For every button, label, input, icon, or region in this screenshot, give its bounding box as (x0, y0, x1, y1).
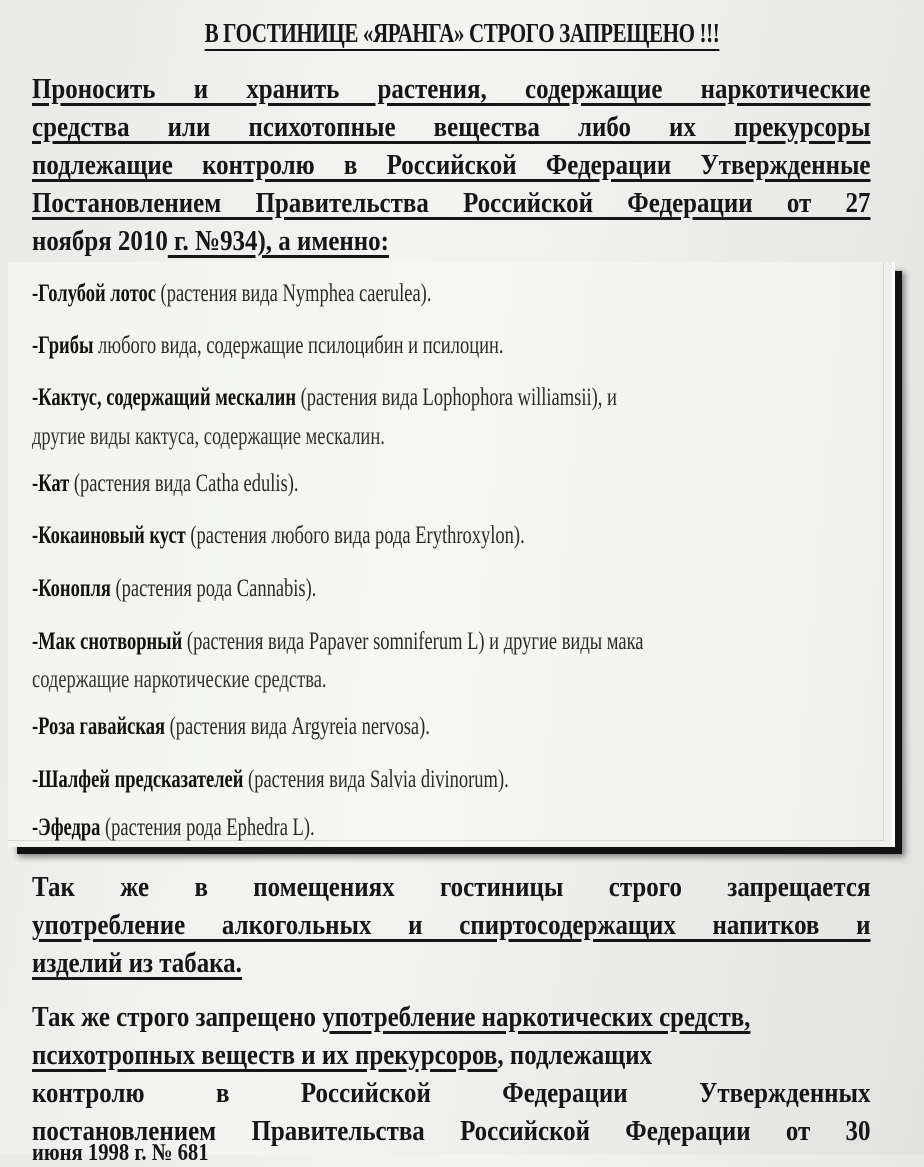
intro-last-underlined: г. №934), а именно: (167, 225, 389, 257)
item-detail: (растения вида Papaver somniferum L) и другие виды мака (182, 628, 644, 655)
list-item (32, 522, 698, 550)
list-item-continuation: другие виды кактуса, содержащие мескалин. (32, 423, 385, 450)
narcotics-paragraph (32, 998, 870, 1150)
list-item-continuation: содержащие наркотические средства. (32, 666, 327, 693)
item-name: -Конопля (32, 575, 111, 602)
item-detail: (растения любого вида рода Erythroxylon). (185, 522, 525, 549)
list-item (32, 814, 698, 842)
item-name: -Роза гавайская (32, 713, 165, 740)
narcotics-line: постановлением Правительства Российской Федерации от 30 (32, 1115, 871, 1147)
alcohol-line-last (32, 944, 871, 982)
item-wide-line (32, 384, 883, 412)
item-detail: (растения вида Lophophora williamsii), и (295, 384, 617, 411)
narcotics-line-cut: июня 1998 г. № 681 (32, 1140, 209, 1166)
intro-paragraph (32, 70, 870, 260)
item-name: -Кокаиновый куст (32, 522, 186, 549)
narcotics-line2-underlined: психотропных веществ и их прекурсоров (32, 1039, 498, 1071)
intro-line: подлежащие контролю в Российской Федерации Утвержденные (32, 149, 871, 181)
list-item (32, 575, 698, 603)
item-detail: (растения вида Argyreia nervosa). (164, 713, 430, 740)
list-item (32, 766, 698, 794)
item-name: -Шалфей предсказателей (32, 766, 244, 793)
item-name: -Мак снотворный (32, 628, 183, 655)
item-name: -Эфедра (32, 814, 101, 841)
narcotics-line (32, 1036, 871, 1074)
intro-last-plain: ноября 2010 (32, 225, 168, 257)
intro-line: средства или психотопные вещества либо их прекурсоры (32, 111, 871, 143)
list-item (32, 280, 698, 308)
alcohol-paragraph (32, 868, 870, 982)
item-detail: (растения вида Catha edulis). (69, 470, 299, 497)
item-detail: (растения вида Salvia divinorum). (243, 766, 509, 793)
list-item (32, 384, 698, 412)
narcotics-line1-plain: Так же строго запрещено (32, 1001, 323, 1033)
alcohol-line: употребление алкогольных и спиртосодержащих напитков и (32, 909, 871, 941)
narcotics-line2-plain: , подлежащих (497, 1039, 653, 1071)
narcotics-line (32, 998, 871, 1036)
notice-title-text: В ГОСТИНИЦЕ «ЯРАНГА» СТРОГО ЗАПРЕЩЕНО !!! (205, 18, 720, 51)
alcohol-line: Так же в помещениях гостиницы строго запрещается (32, 871, 871, 903)
item-name: -Голубой лотос (32, 280, 156, 307)
item-name: -Грибы (32, 332, 94, 359)
item-name: -Кактус, содержащий мескалин (32, 384, 296, 411)
notice-title (102, 18, 823, 49)
list-item (32, 332, 698, 360)
item-detail: (растения рода Ephedra L). (100, 814, 315, 841)
alcohol-line3: изделий из табака. (32, 947, 242, 979)
intro-line-last (32, 222, 871, 260)
intro-line: Постановлением Правительства Российской Федерации от 27 (32, 187, 871, 219)
list-item (32, 628, 698, 656)
item-detail: (растения рода Cannabis). (110, 575, 317, 602)
narcotics-line1-underlined: употребление наркотических средств, (322, 1001, 751, 1033)
plant-list-box (8, 262, 895, 847)
item-detail: любого вида, содержащие псилоцибин и псилоцин. (93, 332, 504, 359)
item-name: -Кат (32, 470, 70, 497)
list-item (32, 470, 698, 498)
intro-line: Проносить и хранить растения, содержащие наркотические (32, 73, 871, 105)
list-item (32, 713, 698, 741)
narcotics-line: контролю в Российской Федерации Утвержденных (32, 1077, 871, 1109)
item-detail: (растения вида Nymphea caerulea). (155, 280, 432, 307)
